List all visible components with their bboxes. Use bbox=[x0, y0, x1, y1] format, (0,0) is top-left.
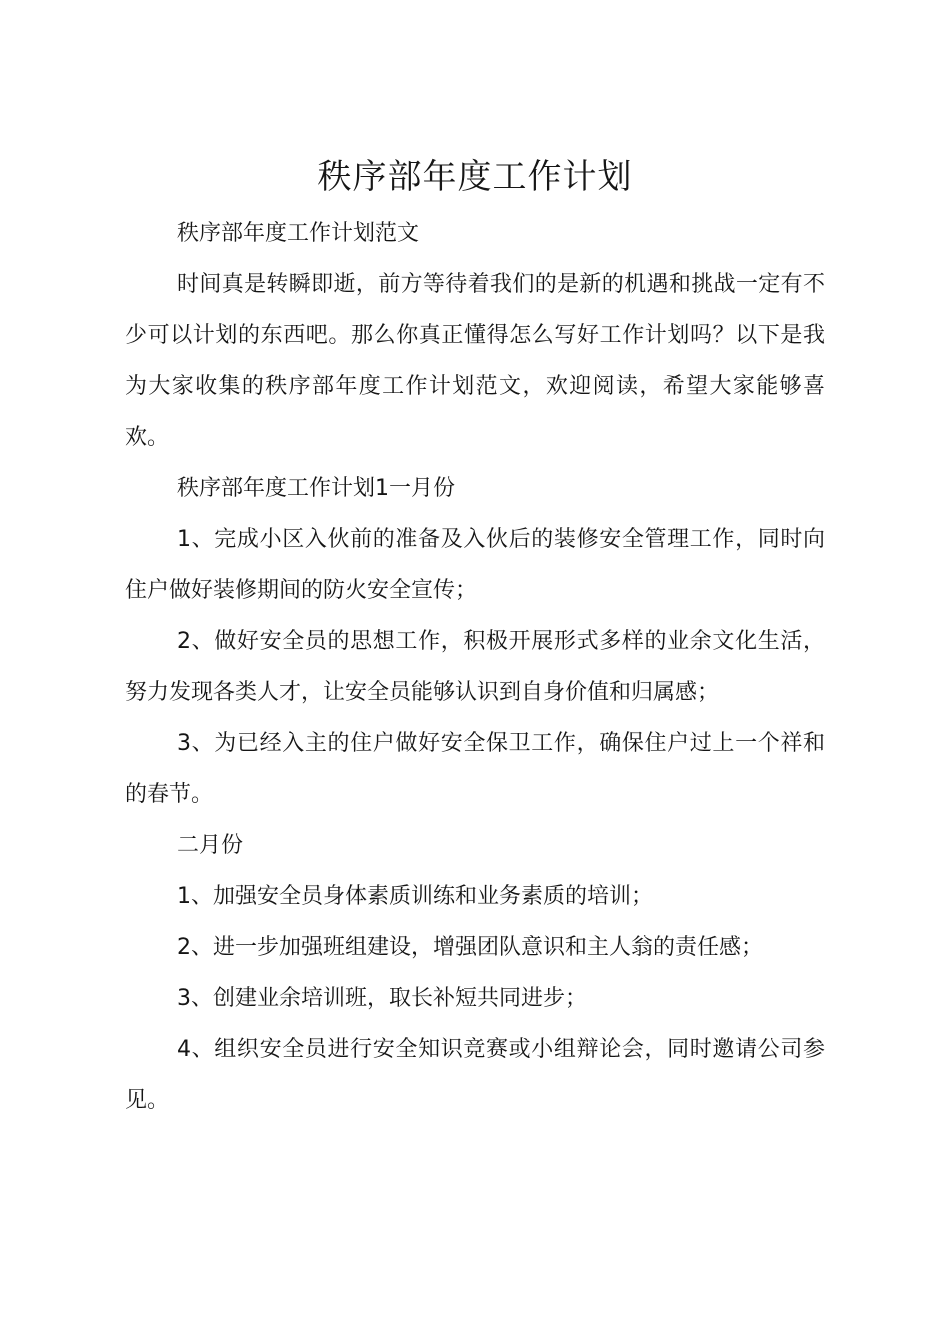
document-body bbox=[125, 208, 825, 1126]
section-heading-january: 秩序部年度工作计划1一月份 bbox=[177, 476, 455, 501]
section-heading-february: 二月份 bbox=[177, 833, 244, 858]
paragraph-subtitle: 秩序部年度工作计划范文 bbox=[177, 221, 420, 246]
document-title: 秩序部年度工作计划 bbox=[317, 157, 633, 197]
list-item: 4、组织安全员进行安全知识竞赛或小组辩论会，同时邀请公司参见。 bbox=[125, 1037, 825, 1113]
paragraph-intro: 时间真是转瞬即逝，前方等待着我们的是新的机遇和挑战一定有不少可以计划的东西吧。那么你真正懂得怎么写好工作计划吗？以下是我为大家收集的秩序部年度工作计划范文，欢迎阅读，希望大家能够喜欢。 bbox=[125, 272, 825, 450]
list-item: 2、做好安全员的思想工作，积极开展形式多样的业余文化生活，努力发现各类人才，让安全员能够认识到自身价值和归属感； bbox=[125, 629, 825, 705]
list-item: 1、完成小区入伙前的准备及入伙后的装修安全管理工作，同时向住户做好装修期间的防火安全宣传； bbox=[125, 527, 825, 603]
list-item: 3、创建业余培训班，取长补短共同进步； bbox=[177, 986, 587, 1011]
list-item: 1、加强安全员身体素质训练和业务素质的培训； bbox=[177, 884, 653, 909]
list-item: 2、进一步加强班组建设，增强团队意识和主人翁的责任感； bbox=[177, 935, 763, 960]
list-item: 3、为已经入主的住户做好安全保卫工作，确保住户过上一个祥和的春节。 bbox=[125, 731, 825, 807]
